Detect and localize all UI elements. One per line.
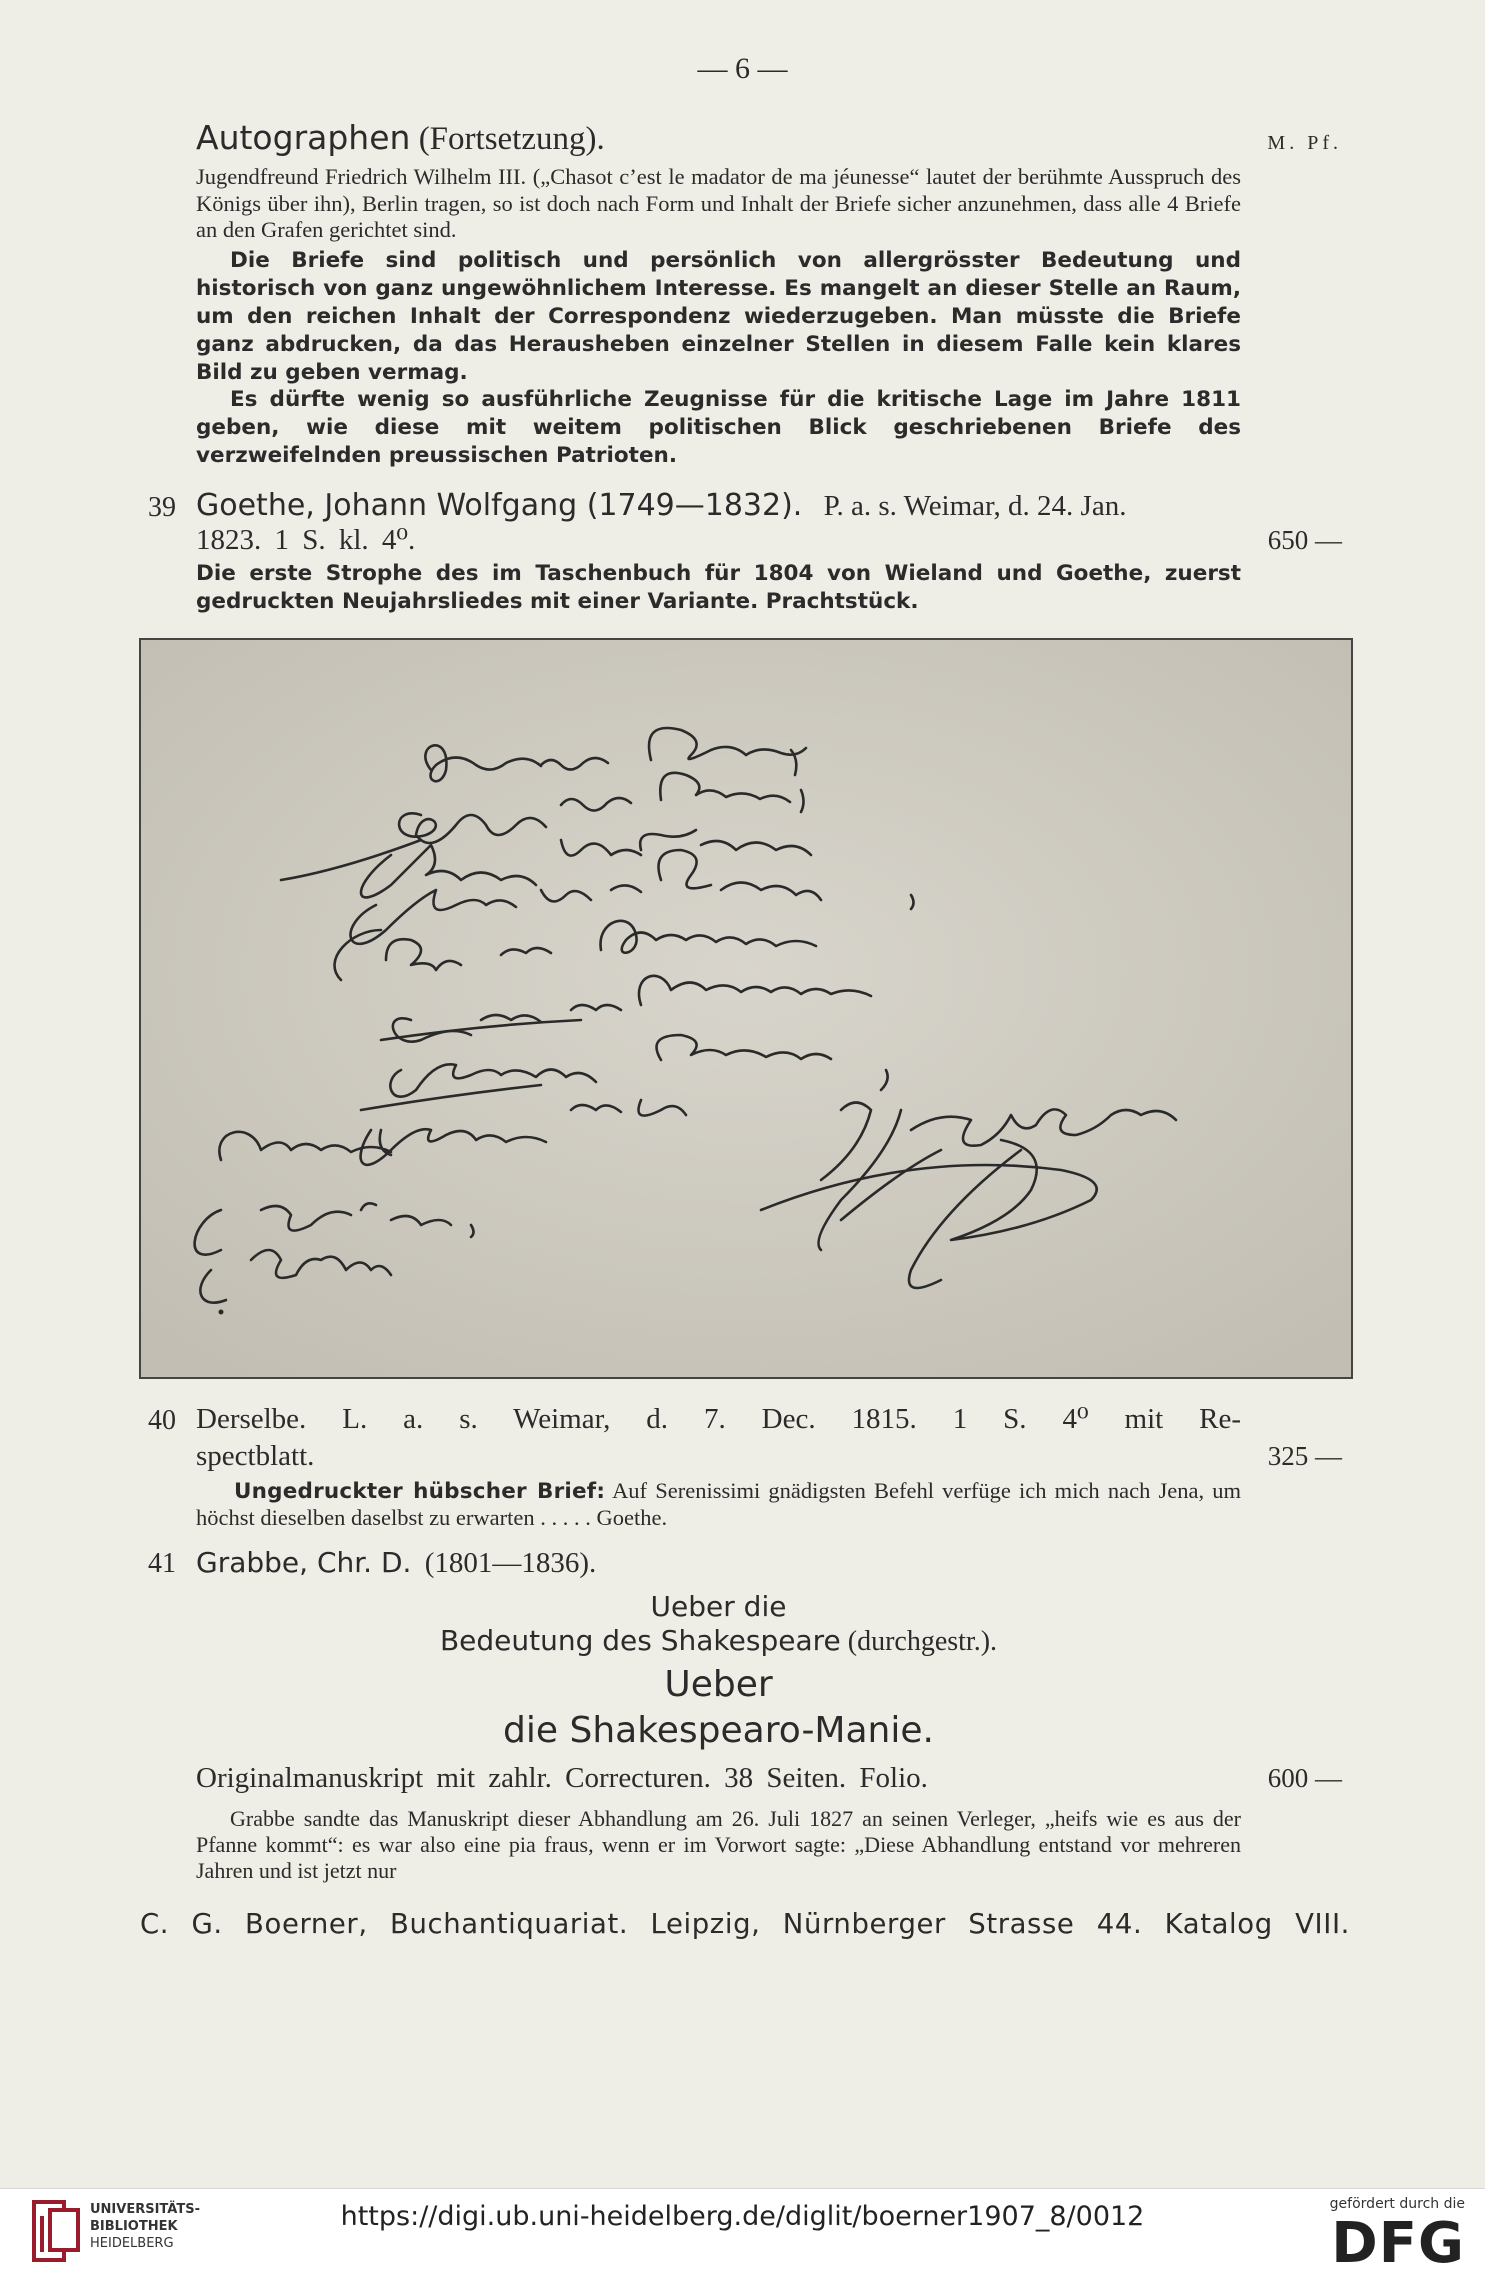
sponsor-text: gefördert durch die [1329, 2196, 1465, 2212]
handwriting-illustration [141, 640, 1351, 1377]
lot-40-desc-text: Auf Serenissimi gnädigsten Befehl verfüge ich mich nach Jena, um höchst dieselben daselbst zu erwarten . . . . . Goethe. [196, 1478, 1241, 1530]
lot-40-line-2: spectblatt. [196, 1440, 315, 1472]
lot-40-description [196, 1478, 1241, 1531]
section-title: Autographen [196, 118, 411, 157]
lot-41-title-4: die Shakespearo-Manie. [503, 1710, 934, 1751]
lot-41-description: Grabbe sandte das Manuskript dieser Abhandlung am 26. Juli 1827 an seinen Verleger, „heifs wie es aus der Pfanne kommt“: es war also eine pia fraus, wenn er im Vorwort sagte: „Diese Abhandlung entstand vor mehreren Jahren und ist jetzt nur [196, 1806, 1241, 1883]
goethe-letter-facsimile [139, 638, 1353, 1379]
lot-40-desc-bold: Ungedruckter hübscher Brief: [234, 1479, 606, 1504]
lot-41-price: 600 — [1267, 1763, 1342, 1793]
library-name-line-1: UNIVERSITÄTS- [90, 2202, 200, 2217]
intro-paragraph: Jugendfreund Friedrich Wilhelm III. („Chasot c’est le madator de ma jéunesse“ lautet der berühmte Ausspruch des Königs über ihn), Berlin tragen, so ist doch nach Form und Inhalt der Briefe sicher anzunehmen, dass alle 4 Briefe an den Grafen gerichtet sind. [196, 164, 1241, 242]
lot-40-price: 325 — [1267, 1441, 1342, 1471]
lot-39-details-2: 1823. 1 S. kl. 4⁰. [196, 524, 416, 556]
lot-41-name: Grabbe, Chr. D. [196, 1546, 412, 1579]
section-title-paren: (Fortsetzung). [418, 121, 605, 157]
lot-41-title-2 [196, 1624, 1241, 1658]
lot-41-title-2-paren: (durchgestr.). [847, 1626, 998, 1657]
library-name-line-2: BIBLIOTHEK [90, 2219, 178, 2234]
lot-39-entry [196, 488, 1241, 524]
lot-40-line-1: Derselbe. L. a. s. Weimar, d. 7. Dec. 1815. 1 S. 4⁰ mit Re- [196, 1403, 1241, 1435]
lot-41-title-2-main: Bedeutung des Shakespeare [439, 1624, 841, 1657]
lot-41-title-3: Ueber [664, 1664, 773, 1705]
dfg-logo: DFG [1331, 2211, 1465, 2276]
lot-number-39: 39 [148, 492, 176, 523]
lot-41-details: Originalmanuskript mit zahlr. Correcturen. 38 Seiten. Folio. [196, 1762, 928, 1794]
lot-41-dates: (1801—1836). [424, 1547, 597, 1579]
intro-bold-paragraph-1: Die Briefe sind politisch und persönlich von allergrösster Bedeutung und historisch von ganz ungewöhnlichem Interesse. Es mangelt an dieser Stelle an Raum, um den reichen Inhalt der Correspondenz wiederzugeben. Man müsste die Briefe ganz abdrucken, da das Herausheben einzelner Stellen in diesem Falle kein klares Bild zu geben vermag. [196, 248, 1241, 385]
lot-number-41: 41 [148, 1548, 176, 1579]
section-heading [196, 118, 1241, 158]
lot-39-description: Die erste Strophe des im Taschenbuch für 1804 von Wieland und Goethe, zuerst gedruckten Neujahrsliedes mit einer Variante. Prachtstück. [196, 561, 1241, 614]
lot-41-entry [196, 1545, 1241, 1581]
lot-39-name: Goethe, Johann Wolfgang (1749—1832). [196, 488, 803, 523]
page-number: — 6 — [697, 52, 788, 85]
lot-number-40: 40 [148, 1405, 176, 1436]
library-name-line-3: HEIDELBERG [90, 2236, 174, 2251]
lot-39-details-1: P. a. s. Weimar, d. 24. Jan. [823, 490, 1127, 522]
lot-39-price: 650 — [1267, 525, 1342, 555]
price-columns-label: M. Pf. [1267, 132, 1342, 154]
catalog-footer: C. G. Boerner, Buchantiquariat. Leipzig, Nürnberger Strasse 44. Katalog VIII. [140, 1908, 1350, 1940]
intro-bold-paragraph-2: Es dürfte wenig so ausführliche Zeugnisse für die kritische Lage im Jahre 1811 geben, wie diese mit weitem politischen Blick geschriebenen Briefe des verzweifelnden preussischen Patrioten. [196, 387, 1241, 468]
permalink-url[interactable]: https://digi.ub.uni-heidelberg.de/diglit/boerner1907_8/0012 [340, 2201, 1145, 2232]
lot-41-title-1: Ueber die [650, 1590, 787, 1623]
